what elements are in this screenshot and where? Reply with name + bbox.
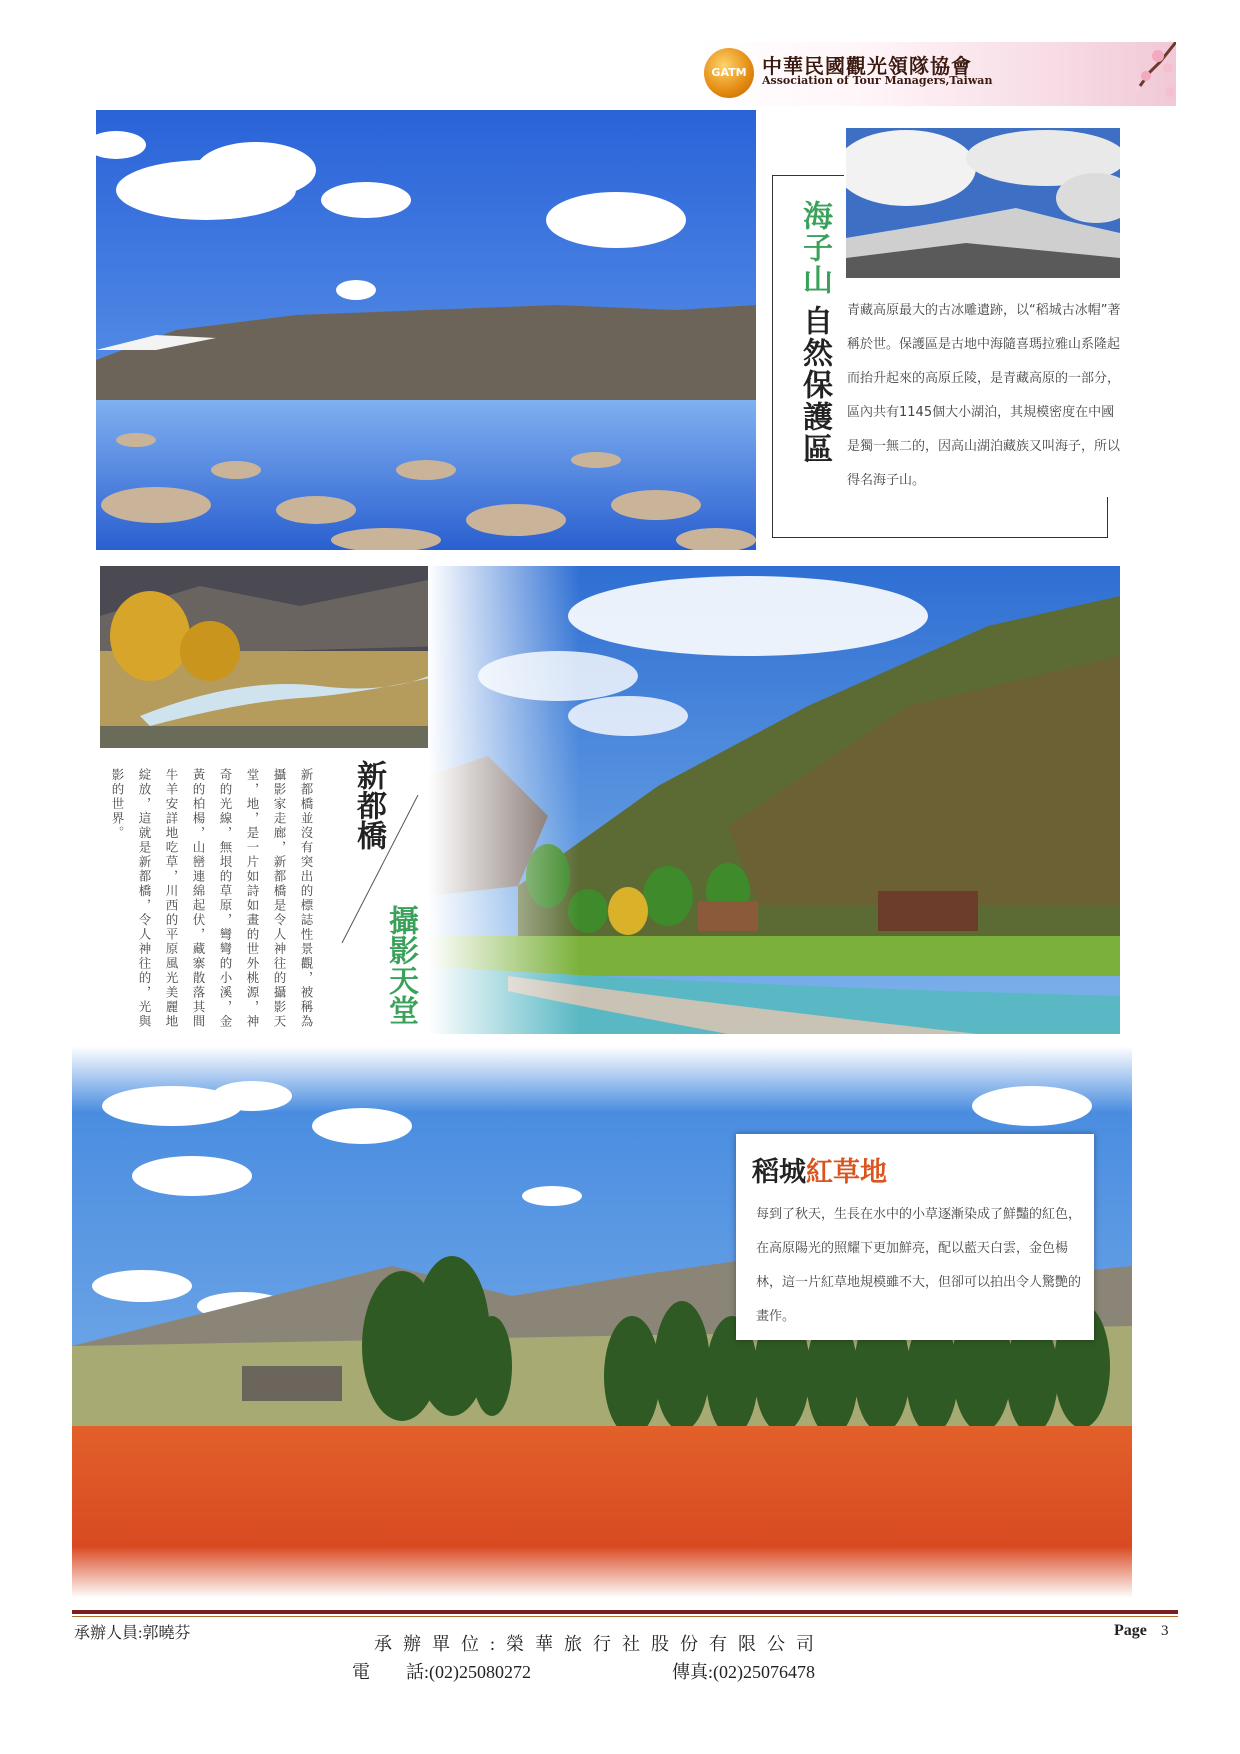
section1-title-green: 海子山 [797, 200, 832, 296]
section1-frame-top [772, 175, 844, 176]
footer-phone: 電 話:(02)25080272 [352, 1662, 531, 1682]
cherry-blossom-decoration [1100, 42, 1176, 106]
xinduqiao-valley-photo [428, 566, 1120, 1034]
page-number: 3 [1161, 1623, 1169, 1639]
haizishan-snow-mountain-photo [846, 128, 1120, 278]
haizishan-lake-photo [96, 110, 756, 550]
page-label: Page [1114, 1622, 1147, 1639]
footer-contact-person: 承辦人員:郭曉芬 [74, 1625, 191, 1642]
xinduqiao-river-photo [100, 566, 448, 748]
footer-rule-thick [72, 1610, 1178, 1614]
footer-company: 承辦單位:榮華旅行社股份有限公司 [374, 1634, 825, 1654]
section1-frame-right [1107, 497, 1108, 538]
section2-title-green: 攝影天堂 [383, 905, 418, 1025]
section3-title-black: 稻城 [752, 1157, 806, 1188]
section2-title-black: 新都橋 [351, 760, 386, 850]
association-name-zh: 中華民國觀光領隊協會 [762, 54, 972, 78]
association-logo: GATM [704, 48, 754, 98]
section1-title-black: 自然保護區 [797, 305, 832, 465]
section1-frame-bottom [772, 537, 1108, 538]
association-name-en: Association of Tour Managers,Taiwan [762, 74, 993, 87]
section3-body-text: 每到了秋天，生長在水中的小草逐漸染成了鮮豔的紅色，在高原陽光的照耀下更加鮮亮，配以藍天白雲，金色楊林，這一片紅草地規模雖不大，但卻可以拍出令人驚艷的畫作。 [756, 1207, 1082, 1324]
section2-body-text: 新都橋並沒有突出的標誌性景觀，被稱為攝影家走廊，新都橋是令人神往的攝影天堂，地，是一片如詩如畫的世外桃源，神奇的光線，無垠的草原，彎彎的小溪，金黃的柏楊，山巒連綿起伏，藏寨散落其間牛羊安詳地吃草，川西的平原風光美麗地綻放，這就是新都橋，令人神往的，光與影的世界。 [110, 768, 314, 1029]
section1-frame-left [772, 175, 773, 537]
section3-title-red: 紅草地 [806, 1157, 887, 1188]
footer-rule-thin [72, 1616, 1178, 1617]
section1-body-text: 青藏高原最大的古冰雕遺跡，以“稻城古冰帽”著稱於世。保護區是古地中海隨喜瑪拉雅山系隆起而抬升起來的高原丘陵，是青藏高原的一部分，區內共有1145個大小湖泊，其規模密度在中國是獨一無二的，因高山湖泊藏族又叫海子，所以得名海子山。 [847, 303, 1121, 488]
footer-fax: 傳真:(02)25076478 [672, 1662, 815, 1682]
